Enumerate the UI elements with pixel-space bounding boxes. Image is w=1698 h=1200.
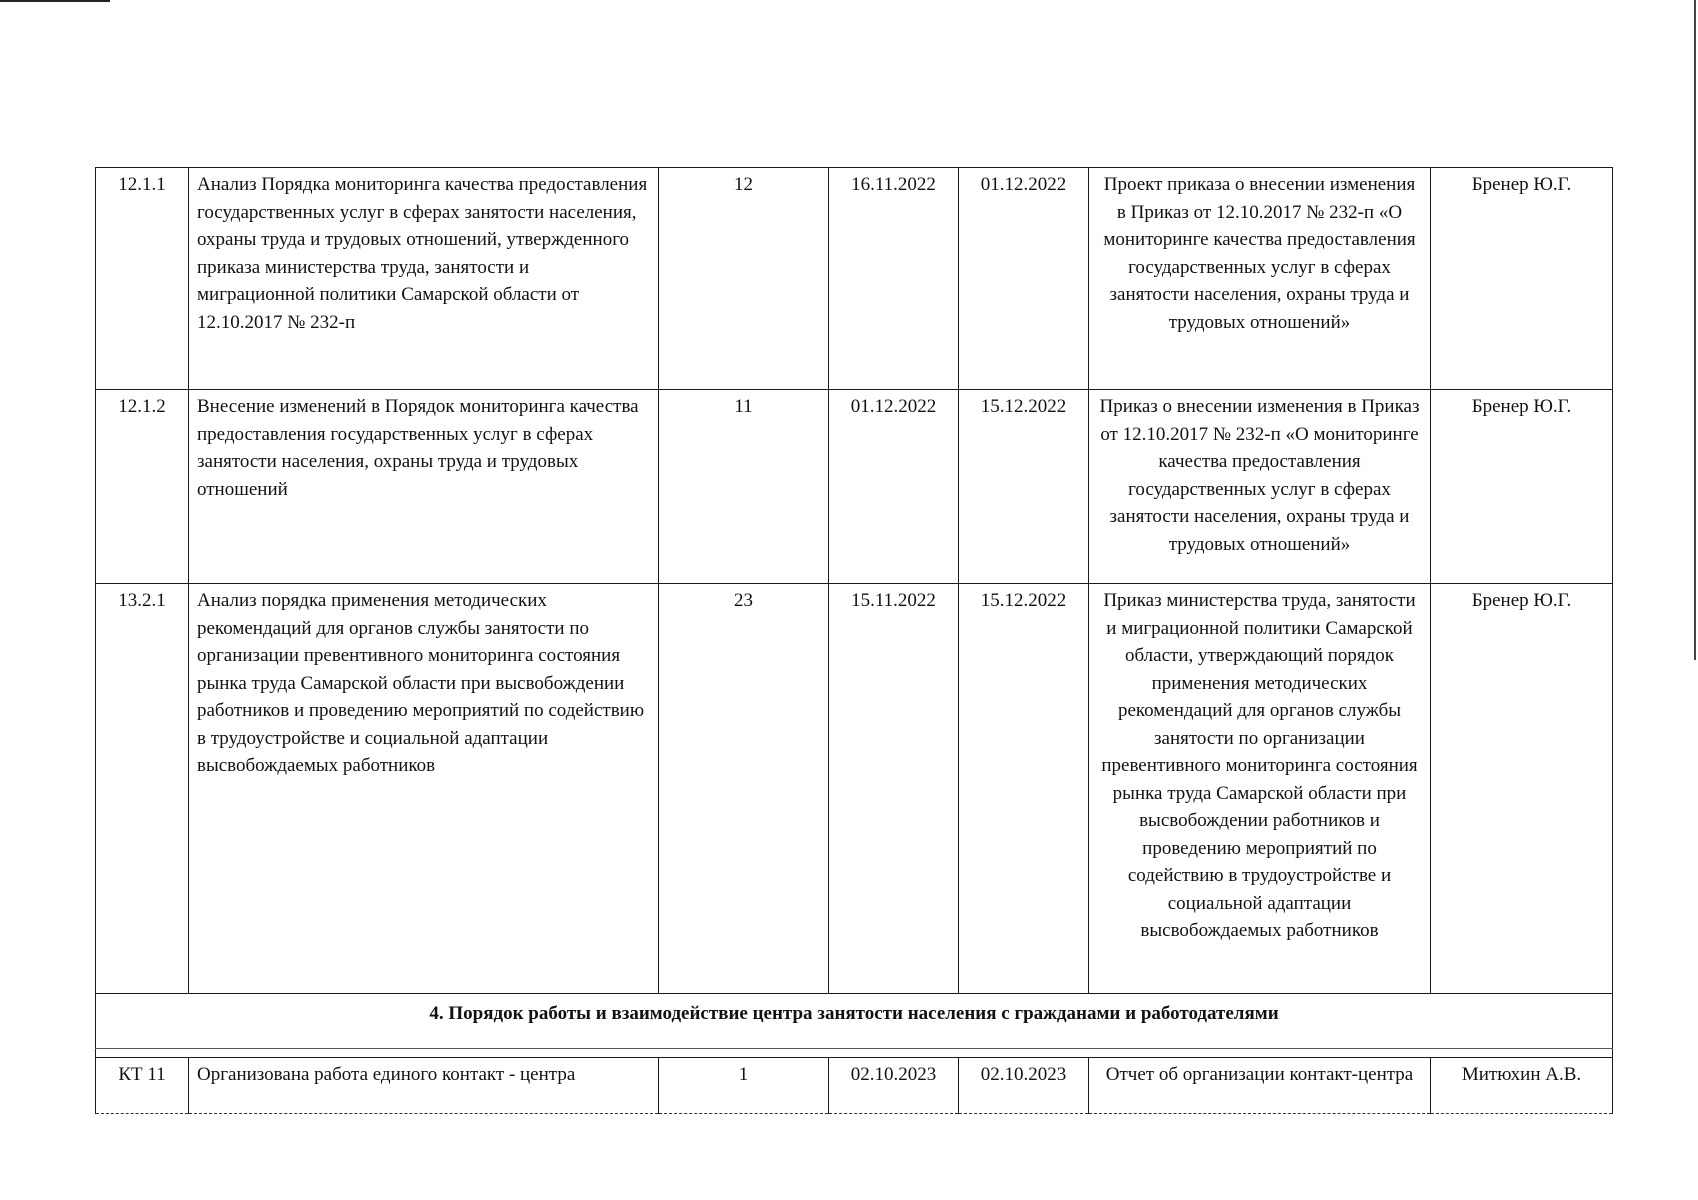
row-code: КТ 11 [96,1057,189,1113]
page-edge-line [1694,0,1696,660]
row-start-date: 15.11.2022 [829,584,959,994]
row-duration: 12 [659,168,829,390]
section-title: 4. Порядок работы и взаимодействие центра занятости населения с гражданами и работодателями [96,994,1613,1049]
row-result: Приказ о внесении изменения в Приказ от 12.10.2017 № 232-п «О мониторинге качества предоставления государственных услуг в сферах занятости населения, охраны труда и трудовых отношений» [1089,390,1431,584]
row-responsible: Бренер Ю.Г. [1431,584,1613,994]
row-code: 12.1.1 [96,168,189,390]
table-row [96,168,1613,390]
row-description: Анализ Порядка мониторинга качества предоставления государственных услуг в сферах занятости населения, охраны труда и трудовых отношений, утвержденного приказа министерства труда, занятости и миграционной политики Самарской области от 12.10.2017 № 232-п [189,168,659,390]
row-responsible: Бренер Ю.Г. [1431,390,1613,584]
row-code: 12.1.2 [96,390,189,584]
row-code: 13.2.1 [96,584,189,994]
row-result: Приказ министерства труда, занятости и миграционной политики Самарской области, утверждающий порядок применения методических рекомендаций для органов службы занятости по организации превентивного мониторинга состояния рынка труда Самарской области при высвобождении работников и проведению мероприятий по содействию в трудоустройстве и социальной адаптации высвобождаемых работников [1089,584,1431,994]
corner-scan-mark [0,0,110,2]
plan-table [95,167,1613,1114]
row-result: Проект приказа о внесении изменения в Приказ от 12.10.2017 № 232-п «О мониторинге качества предоставления государственных услуг в сферах занятости населения, охраны труда и трудовых отношений» [1089,168,1431,390]
row-end-date: 15.12.2022 [959,390,1089,584]
row-start-date: 16.11.2022 [829,168,959,390]
row-end-date: 15.12.2022 [959,584,1089,994]
row-result: Отчет об организации контакт-центра [1089,1057,1431,1113]
table-row [96,1057,1613,1113]
table-gap-row [96,1048,1613,1057]
row-start-date: 01.12.2022 [829,390,959,584]
row-responsible: Митюхин А.В. [1431,1057,1613,1113]
row-description: Внесение изменений в Порядок мониторинга качества предоставления государственных услуг в сферах занятости населения, охраны труда и трудовых отношений [189,390,659,584]
row-duration: 1 [659,1057,829,1113]
section-heading-row [96,994,1613,1049]
table-row [96,390,1613,584]
row-end-date: 01.12.2022 [959,168,1089,390]
row-description: Анализ порядка применения методических рекомендаций для органов службы занятости по организации превентивного мониторинга состояния рынка труда Самарской области при высвобождении работников и проведению мероприятий по содействию в трудоустройстве и социальной адаптации высвобождаемых работников [189,584,659,994]
table-row [96,584,1613,994]
row-duration: 11 [659,390,829,584]
row-responsible: Бренер Ю.Г. [1431,168,1613,390]
row-duration: 23 [659,584,829,994]
row-description: Организована работа единого контакт - центра [189,1057,659,1113]
row-end-date: 02.10.2023 [959,1057,1089,1113]
row-start-date: 02.10.2023 [829,1057,959,1113]
